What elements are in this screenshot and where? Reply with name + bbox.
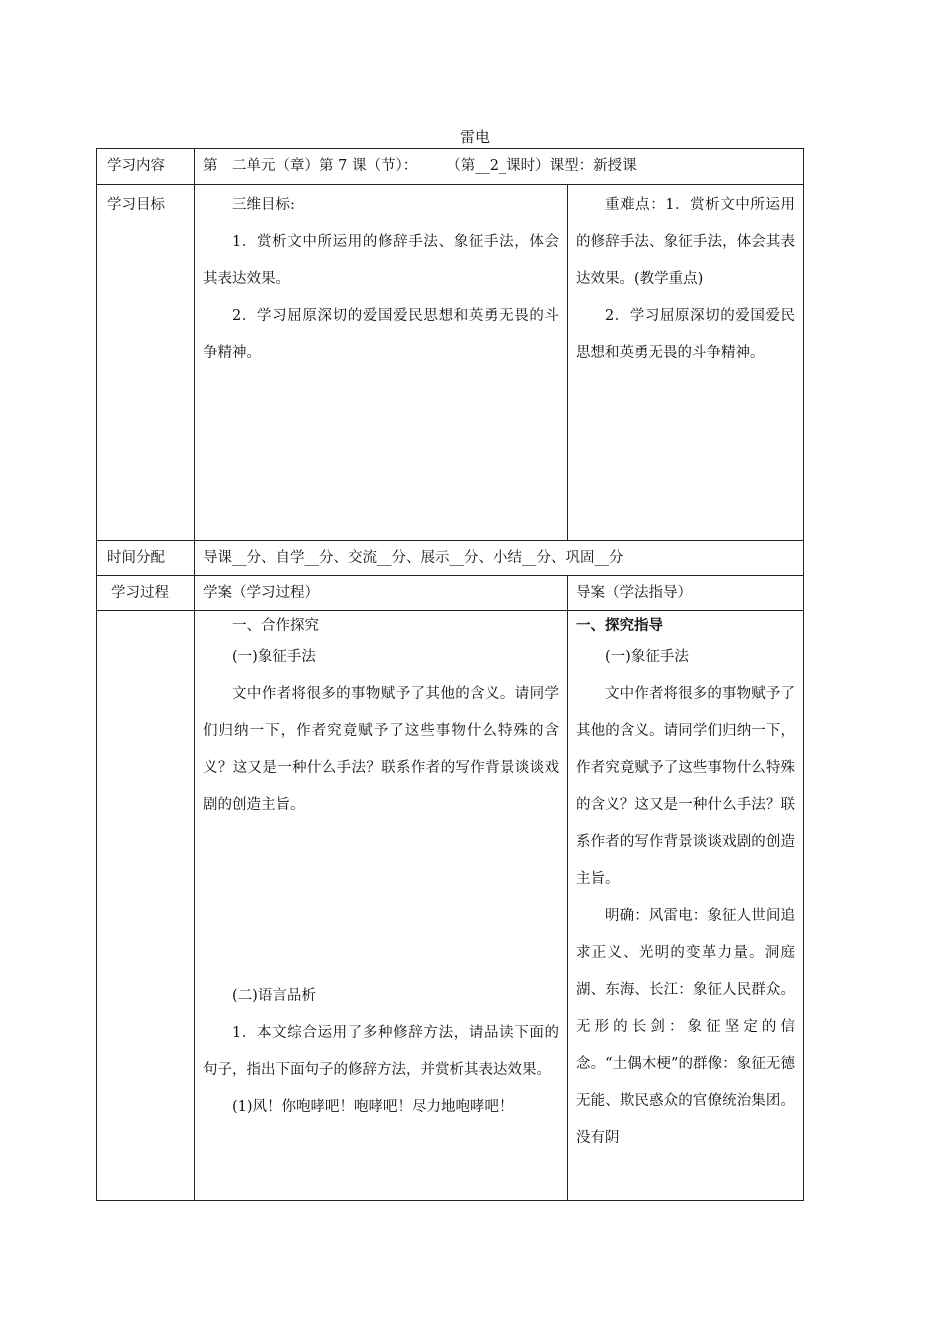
goals-left-cell (195, 185, 568, 541)
key-points-item-2: 2．学习屈原深切的爱国爱民思想和英勇无畏的斗争精神。 (576, 308, 796, 361)
label-time-allocation: 时间分配 (97, 541, 195, 576)
guide-section-heading: 一、探究指导 (576, 617, 663, 634)
guide-plan-body (568, 611, 804, 1201)
key-points-item-1: 重难点：1．赏析文中所运用的修辞手法、象征手法，体会其表达效果。(教学重点) (576, 197, 796, 287)
study-subheading-language: (二)语言品析 (232, 988, 316, 1004)
study-rhetoric-question: 1．本文综合运用了多种修辞方法，请品读下面的句子，指出下面句子的修辞方法，并赏析其表达效果。 (203, 1025, 559, 1078)
empty-label-cell (97, 611, 195, 1201)
study-example-sentence: (1)风！你咆哮吧！咆哮吧！尽力地咆哮吧！ (232, 1099, 514, 1115)
row-study-content (97, 149, 804, 185)
goals-left-heading: 三维目标: (232, 197, 295, 213)
row-process-body (97, 611, 804, 1201)
row-study-process (97, 576, 804, 611)
study-plan-header: 学案（学习过程） (195, 576, 568, 611)
goals-left-item-1: 1．赏析文中所运用的修辞手法、象征手法，体会其表达效果。 (203, 234, 559, 287)
label-study-content: 学习内容 (97, 149, 195, 185)
label-study-process: 学习过程 (97, 576, 195, 611)
label-study-goals: 学习目标 (97, 185, 195, 541)
guide-answer-text: 明确：风雷电：象征人世间追求正义、光明的变革力量。洞庭湖、东海、长江：象征人民群众。无形的长剑：象征坚定的信念。“土偶木梗”的群像：象征无德无能、欺民惑众的官僚统治集团。没有阴 (576, 908, 796, 1146)
answer-space (203, 824, 559, 978)
study-plan-body (195, 611, 568, 1201)
row-study-goals (97, 185, 804, 541)
time-allocation-text: 导课__分、自学__分、交流__分、展示__分、小结__分、巩固__分 (195, 541, 804, 576)
row-time-allocation (97, 541, 804, 576)
guide-subheading-symbolism: (一)象征手法 (605, 649, 689, 665)
study-section-heading: 一、合作探究 (232, 618, 319, 634)
guide-plan-header: 导案（学法指导） (568, 576, 804, 611)
study-subheading-symbolism: (一)象征手法 (232, 649, 316, 665)
study-symbolism-question: 文中作者将很多的事物赋予了其他的含义。请同学们归纳一下，作者究竟赋予了这些事物什么特殊的含义？这又是一种什么手法？联系作者的写作背景谈谈戏剧的创造主旨。 (203, 686, 559, 813)
document-title: 雷电 (459, 128, 490, 146)
goals-right-cell (568, 185, 804, 541)
study-content-text: 第 二单元（章）第 7 课（节）： （第__2_课时）课型：新授课 (195, 149, 804, 185)
goals-left-item-2: 2．学习屈原深切的爱国爱民思想和英勇无畏的斗争精神。 (203, 308, 559, 361)
lesson-plan-table (96, 148, 804, 1201)
guide-symbolism-question: 文中作者将很多的事物赋予了其他的含义。请同学们归纳一下，作者究竟赋予了这些事物什么特殊的含义？这又是一种什么手法？联系作者的写作背景谈谈戏剧的创造主旨。 (576, 686, 796, 887)
